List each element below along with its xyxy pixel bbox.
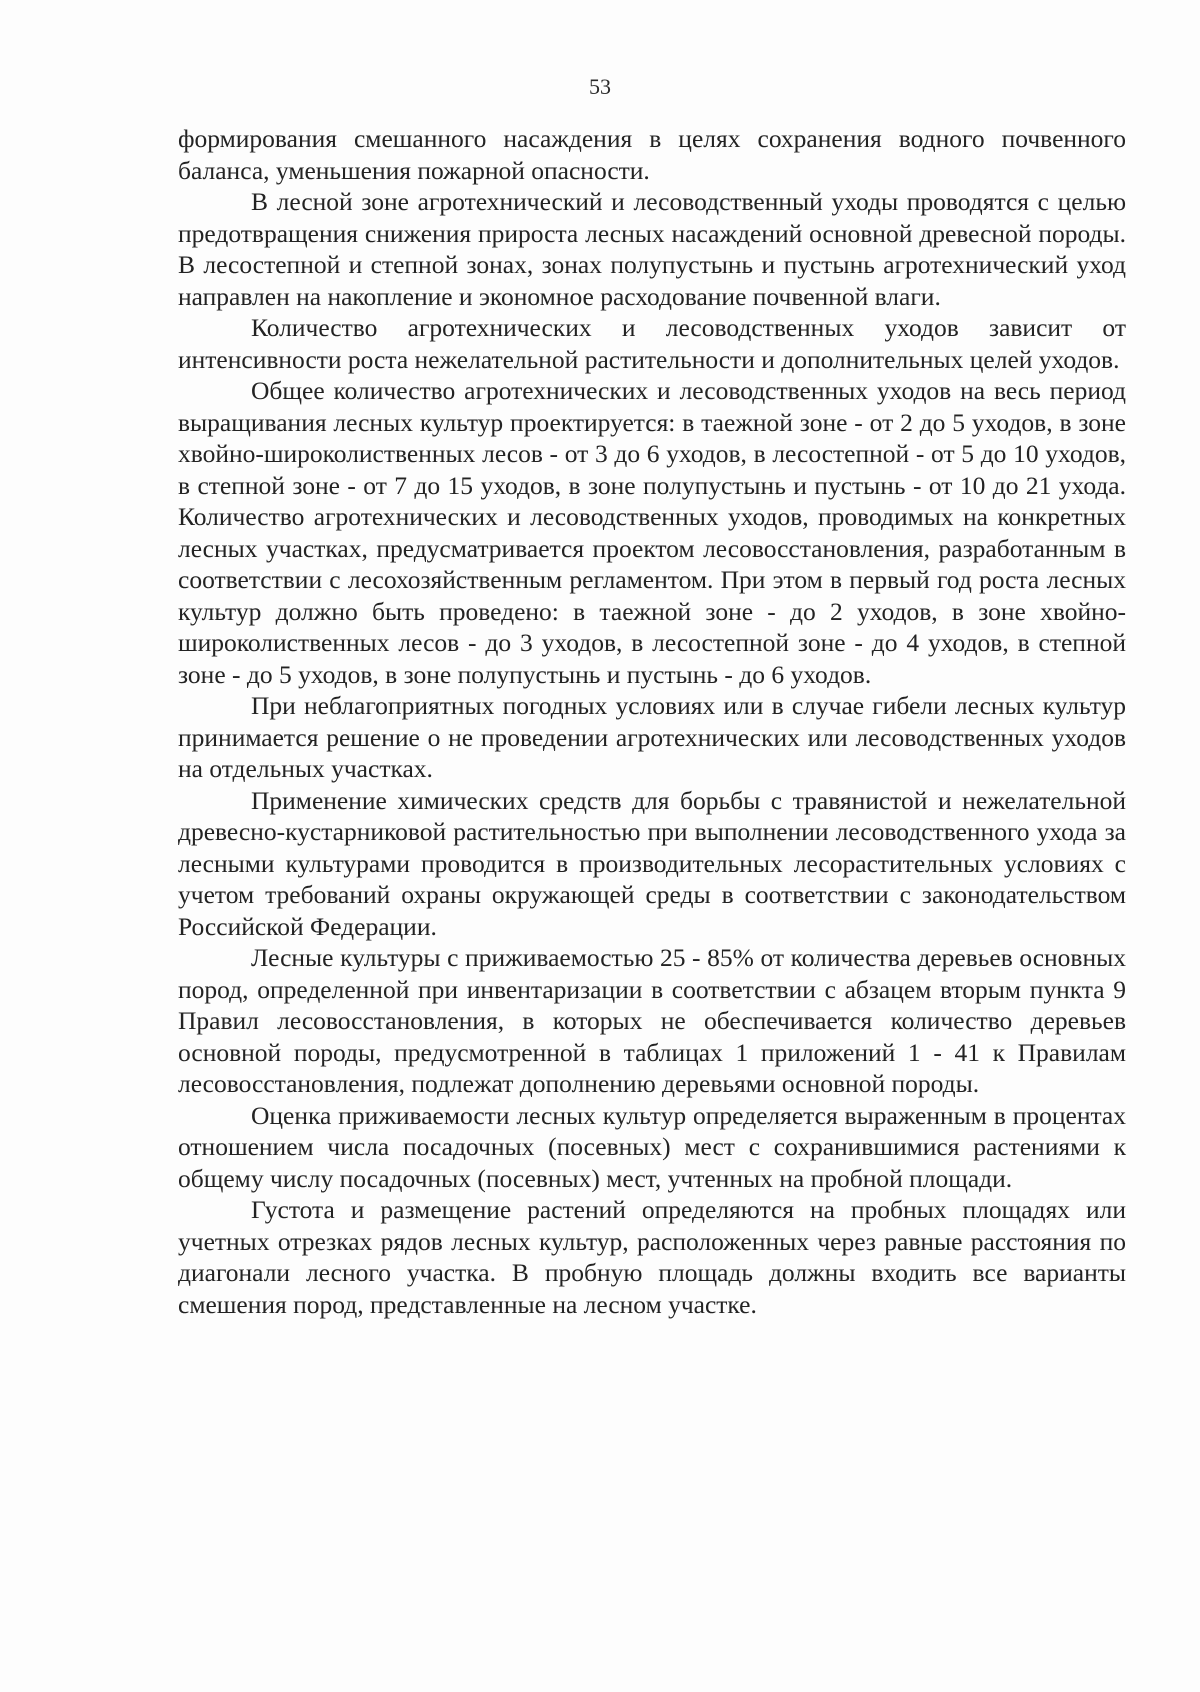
- document-body: [178, 123, 1126, 1320]
- paragraph-care-by-zone: Общее количество агротехнических и лесоводственных уходов на весь период выращивания лесных культур проектируется: в таежной зоне - от 2 до 5 уходов, в зоне хвойно-широколиственных лесов - от 3 до 6 уходов, в лесостепной - от 5 до 10 уходов, в степной зоне - от 7 до 15 уходов, в зоне полупустынь и пустынь - от 10 до 21 ухода. Количество агротехнических и лесоводственных уходов, проводимых на конкретных лесных участках, предусматривается проектом лесовосстановления, разработанным в соответствии с лесохозяйственным регламентом. При этом в первый год роста лесных культур должно быть проведено: в таежной зоне - до 2 уходов, в зоне хвойно-широколиственных лесов - до 3 уходов, в лесостепной зоне - до 4 уходов, в степной зоне - до 5 уходов, в зоне полупустынь и пустынь - до 6 уходов.: [178, 376, 1126, 689]
- paragraph-survival-rate: Лесные культуры с приживаемостью 25 - 85% от количества деревьев основных пород, определенной при инвентаризации в соответствии с абзацем вторым пункта 9 Правил лесовосстановления, в которых не обеспечивается количество деревьев основной породы, предусмотренной в таблицах 1 приложений 1 - 41 к Правилам лесовосстановления, подлежат дополнению деревьями основной породы.: [178, 943, 1126, 1098]
- paragraph-unfavorable-conditions: При неблагоприятных погодных условиях или в случае гибели лесных культур принимается решение о не проведении агротехнических или лесоводственных уходов на отдельных участках.: [178, 691, 1126, 783]
- paragraph-care-quantity: Количество агротехнических и лесоводственных уходов зависит от интенсивности роста нежелательной растительности и дополнительных целей уходов.: [178, 313, 1126, 374]
- paragraph-continuation: формирования смешанного насаждения в целях сохранения водного почвенного баланса, уменьшения пожарной опасности.: [178, 124, 1126, 185]
- page-number: 53: [589, 74, 611, 99]
- paragraph-survival-assessment: Оценка приживаемости лесных культур определяется выраженным в процентах отношением числа посадочных (посевных) мест с сохранившимися растениями к общему числу посадочных (посевных) мест, учтенных на пробной площади.: [178, 1100, 1126, 1193]
- paragraph-chemical-agents: Применение химических средств для борьбы с травянистой и нежелательной древесно-кустарниковой растительностью при выполнении лесоводственного ухода за лесными культурами проводится в производительных лесорастительных условиях с учетом требований охраны окружающей среды в соответствии с законодательством Российской Федерации.: [178, 785, 1126, 941]
- paragraph-care-purpose: В лесной зоне агротехнический и лесоводственный уходы проводятся с целью предотвращения снижения прироста лесных насаждений основной древесной породы. В лесостепной и степной зонах, зонах полупустынь и пустынь агротехнический уход направлен на накопление и экономное расходование почвенной влаги.: [178, 187, 1126, 311]
- paragraph-density-placement: Густота и размещение растений определяются на пробных площадях или учетных отрезках рядов лесных культур, расположенных через равные расстояния по диагонали лесного участка. В пробную площадь должны входить все варианты смешения пород, представленные на лесном участке.: [178, 1195, 1126, 1319]
